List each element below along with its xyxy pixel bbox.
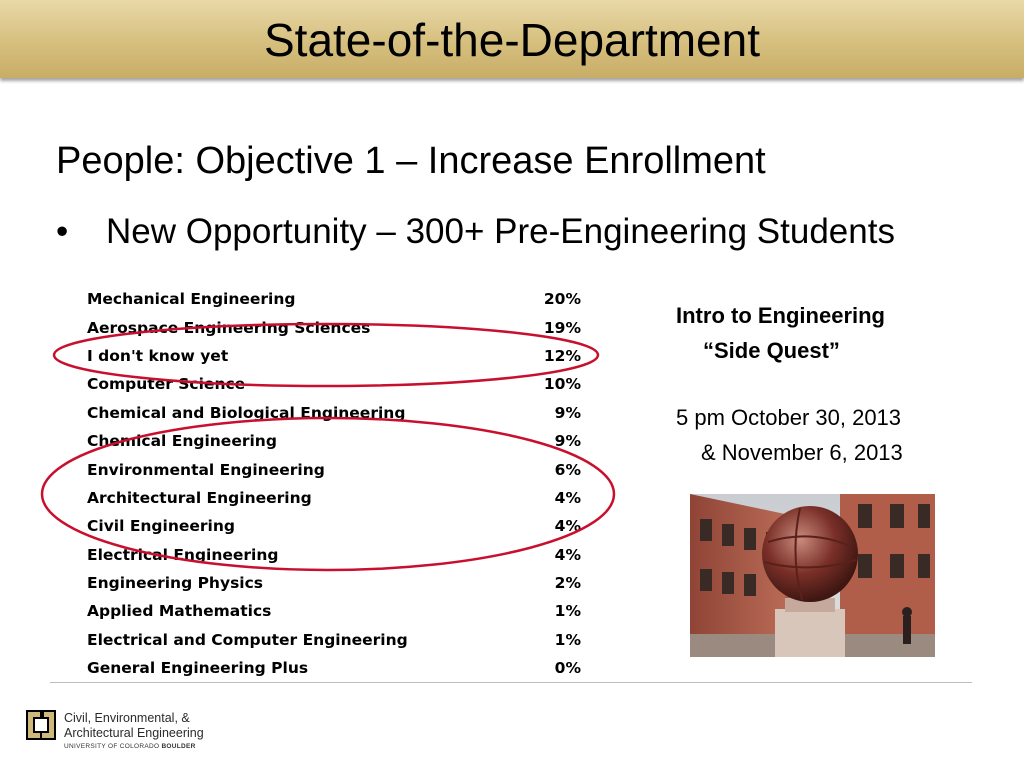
- major-percent: 9%: [554, 432, 581, 451]
- major-name: Computer Science: [87, 375, 246, 394]
- event-title-line1: Intro to Engineering: [676, 303, 885, 328]
- major-name: I don't know yet: [87, 346, 229, 365]
- logo-line2: Architectural Engineering: [64, 726, 204, 740]
- major-percent: 4%: [554, 517, 581, 536]
- major-percent: 0%: [554, 659, 581, 678]
- table-row: [84, 342, 581, 370]
- logo-university-name: UNIVERSITY OF COLORADO: [64, 743, 160, 750]
- major-percent: 1%: [554, 602, 581, 621]
- table-row: [84, 541, 581, 569]
- table-row: [84, 427, 581, 455]
- major-name: Chemical Engineering: [87, 432, 277, 451]
- major-name: Environmental Engineering: [87, 460, 325, 479]
- table-row: [84, 399, 581, 427]
- slide-heading: People: Objective 1 – Increase Enrollment: [56, 140, 766, 182]
- table-row: [84, 370, 581, 398]
- major-percent: 2%: [554, 574, 581, 593]
- bullet-text: New Opportunity – 300+ Pre-Engineering Students: [106, 212, 895, 251]
- major-percent: 6%: [554, 460, 581, 479]
- table-row: [84, 455, 581, 483]
- event-dates: [676, 400, 903, 470]
- logo-line1: Civil, Environmental, &: [64, 711, 190, 725]
- table-row: [84, 597, 581, 625]
- major-percent: 20%: [543, 290, 581, 309]
- table-row: [84, 512, 581, 540]
- event-date-line1: 5 pm October 30, 2013: [676, 405, 902, 430]
- major-name: Electrical and Computer Engineering: [87, 630, 408, 649]
- table-row: [84, 626, 581, 654]
- table-row: [84, 313, 581, 341]
- table-bottom-rule: [50, 682, 972, 683]
- major-percent: 19%: [543, 318, 581, 337]
- major-percent: 9%: [554, 403, 581, 422]
- major-percent: 10%: [543, 375, 581, 394]
- major-name: Aerospace Engineering Sciences: [87, 318, 371, 337]
- major-percent: 4%: [554, 545, 581, 564]
- major-name: Chemical and Biological Engineering: [87, 403, 406, 422]
- major-name: Engineering Physics: [87, 574, 264, 593]
- major-percent: 4%: [554, 488, 581, 507]
- major-name: Applied Mathematics: [87, 602, 272, 621]
- table-row: [84, 484, 581, 512]
- campus-globe-photo: [690, 494, 935, 657]
- department-logo: [24, 703, 284, 757]
- major-name: Civil Engineering: [87, 517, 235, 536]
- major-percent: 1%: [554, 630, 581, 649]
- major-name: Mechanical Engineering: [87, 290, 296, 309]
- table-row: [84, 569, 581, 597]
- cu-logo-icon: [24, 707, 58, 743]
- major-name: Architectural Engineering: [87, 488, 312, 507]
- major-name: General Engineering Plus: [87, 659, 309, 678]
- event-date-line2: & November 6, 2013: [701, 440, 903, 465]
- logo-university: [64, 743, 196, 750]
- bullet-item: [56, 212, 895, 252]
- bullet-marker: •: [56, 212, 69, 251]
- event-title: [676, 298, 885, 368]
- majors-table: [84, 285, 581, 682]
- major-percent: 12%: [543, 346, 581, 365]
- slide-title-bar: [0, 0, 1024, 78]
- major-name: Electrical Engineering: [87, 545, 279, 564]
- logo-campus: BOULDER: [161, 743, 196, 750]
- slide-title: State-of-the-Department: [263, 14, 760, 66]
- table-row: [84, 654, 581, 682]
- event-title-line2: “Side Quest”: [703, 338, 840, 363]
- table-row: [84, 285, 581, 313]
